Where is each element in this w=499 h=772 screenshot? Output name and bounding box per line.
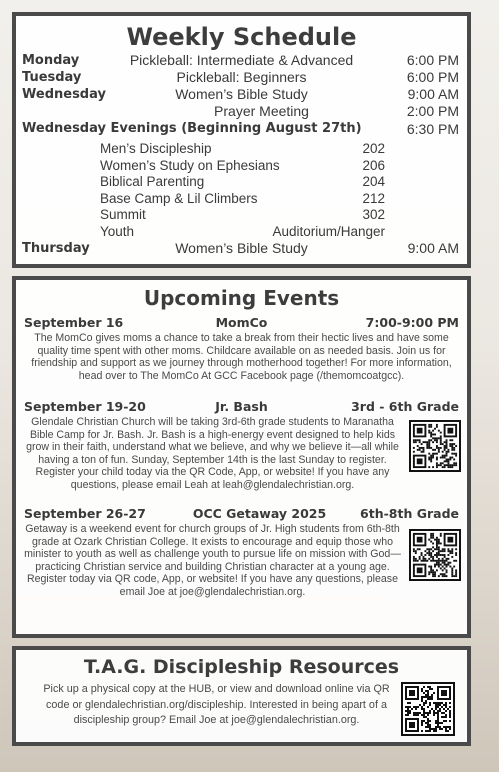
class-row — [16, 207, 467, 224]
events-title: Upcoming Events — [143, 286, 340, 310]
class-room: 204 — [362, 174, 385, 189]
class-name: Summit — [100, 207, 146, 222]
wednesday-evenings-time: 6:30 PM — [406, 121, 459, 137]
event-info: 6th-8th Grade — [360, 506, 459, 521]
schedule-day: Wednesday — [22, 87, 106, 102]
schedule-day: Tuesday — [22, 70, 82, 85]
schedule-row-thursday — [16, 240, 467, 257]
event-date: September 19-20 — [24, 399, 146, 414]
schedule-day: Thursday — [22, 241, 90, 256]
class-row — [16, 191, 467, 208]
class-name: Base Camp & Lil Climbers — [100, 190, 258, 206]
event-header — [24, 314, 459, 332]
event-name: MomCo — [215, 315, 268, 330]
event-name: OCC Getaway 2025 — [192, 506, 327, 521]
class-room: 212 — [362, 190, 385, 206]
class-name: Biblical Parenting — [100, 174, 205, 189]
schedule-time: 6:00 PM — [406, 52, 459, 68]
class-room: 206 — [362, 157, 385, 173]
schedule-title: Weekly Schedule — [126, 23, 357, 51]
event-header — [24, 505, 459, 523]
event-info: 3rd - 6th Grade — [351, 399, 459, 414]
schedule-activity: Prayer Meeting — [214, 103, 309, 119]
tag-description: Pick up a physical copy at the HUB, or view and download online via QR code or glendalechristian.org/discipleship. Interested in being apart of a discipleship group? Email Joe at joe@glendalechristian.org. — [43, 683, 390, 726]
wednesday-evenings-row — [16, 120, 467, 138]
event-item — [24, 314, 459, 382]
event-description: Glendale Christian Church will be taking 3rd-6th grade students to Maranatha Bible Camp for Jr. Bash. Jr. Bash is a high-energy event designed to help kids grow in their faith, understand what we believe, and why we believe it—all while having a ton of fun. Sunday, September 14th is the last Sunday to register. Register your child today via the QR Code, App, or website! If you have any questions, please email Leah at leah@glendalechristian.org. — [26, 416, 399, 491]
schedule-activity: Pickleball: Intermediate & Advanced — [129, 52, 354, 68]
tag-title: T.A.G. Discipleship Resources — [83, 656, 400, 678]
event-date: September 26-27 — [24, 506, 146, 521]
qr-code-icon[interactable] — [401, 682, 455, 736]
class-row — [16, 158, 467, 175]
class-name: Men’s Discipleship — [100, 141, 212, 156]
event-item — [24, 505, 459, 598]
wednesday-evenings-label: Wednesday Evenings (Beginning August 27th) — [22, 121, 362, 136]
class-room: 202 — [362, 141, 385, 156]
schedule-time: 9:00 AM — [407, 86, 459, 102]
schedule-row — [16, 103, 467, 120]
tag-discipleship-panel — [12, 646, 471, 746]
class-row — [16, 224, 467, 241]
class-name: Youth — [100, 223, 135, 239]
class-room: 302 — [362, 207, 385, 222]
schedule-activity: Women’s Bible Study — [175, 240, 308, 256]
schedule-time: 9:00 AM — [407, 240, 459, 256]
event-name: Jr. Bash — [215, 399, 268, 414]
weekly-schedule-panel — [12, 12, 471, 268]
wednesday-classes-list — [16, 141, 467, 240]
event-info: 7:00-9:00 PM — [365, 315, 459, 330]
class-row — [16, 141, 467, 158]
event-item — [24, 398, 459, 491]
class-room: Auditorium/Hanger — [272, 223, 385, 239]
class-name: Women’s Study on Ephesians — [100, 157, 280, 173]
schedule-day: Monday — [22, 53, 80, 68]
qr-code-icon[interactable] — [409, 420, 461, 472]
upcoming-events-panel — [12, 276, 471, 638]
event-date: September 16 — [24, 315, 124, 330]
schedule-time: 6:00 PM — [406, 69, 459, 85]
schedule-row — [16, 86, 467, 103]
schedule-activity: Pickleball: Beginners — [176, 69, 307, 85]
schedule-row — [16, 69, 467, 86]
qr-code-icon[interactable] — [409, 529, 461, 581]
schedule-row — [16, 52, 467, 69]
event-description: Getaway is a weekend event for church groups of Jr. High students from 6th-8th grade at Ozark Christian College. It exists to encourage and equip those who minister to youth as well as challenge youth to pursue life on mission with God—practicing Christian service and building Christian character at a young age. Register today via QR code, App, or website! If you have any questions, please email Joe at joe@glendalechristian.org. — [24, 523, 401, 598]
schedule-activity: Women’s Bible Study — [175, 86, 308, 102]
schedule-time: 2:00 PM — [406, 103, 459, 119]
class-row — [16, 174, 467, 191]
event-header — [24, 398, 459, 416]
event-description: The MomCo gives moms a chance to take a break from their hectic lives and have some quality time spent with other moms. Childcare available on as needed basis. Join us for friendship and support as we journey through motherhood together! For more information, head over to The MomCo At GCC Facebook page (/themomcoatgcc). — [31, 332, 452, 382]
